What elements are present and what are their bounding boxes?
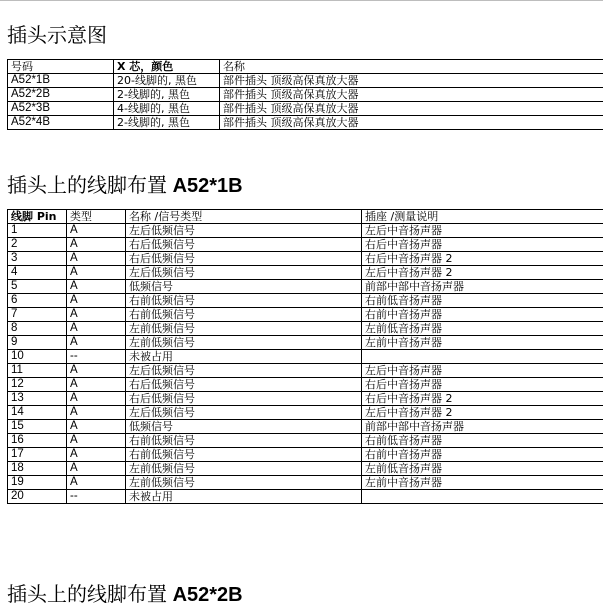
table-cell: 8 <box>8 322 67 336</box>
table-cell: 左后低频信号 <box>126 224 362 238</box>
table-cell: A52*2B <box>8 88 114 102</box>
table-cell: 5 <box>8 280 67 294</box>
table-cell: 右后低频信号 <box>126 252 362 266</box>
table-row <box>8 476 603 490</box>
column-header: 类型 <box>67 210 126 224</box>
table-cell: 17 <box>8 448 67 462</box>
table-cell: 2-线脚的, 黑色 <box>114 116 220 130</box>
table-cell: 12 <box>8 378 67 392</box>
table-cell: 左后中音扬声器 2 <box>362 266 603 280</box>
table-row <box>8 364 603 378</box>
table-row <box>8 448 603 462</box>
column-header: X 芯，颜色 <box>114 60 220 74</box>
table-cell: 4 <box>8 266 67 280</box>
table-cell: A52*4B <box>8 116 114 130</box>
table-cell: A <box>67 280 126 294</box>
table-row <box>8 322 603 336</box>
table-cell: A <box>67 294 126 308</box>
table-cell: A <box>67 266 126 280</box>
table-row <box>8 74 603 88</box>
table-row <box>8 378 603 392</box>
table-cell: 13 <box>8 392 67 406</box>
table-cell: A <box>67 224 126 238</box>
table-cell: A <box>67 364 126 378</box>
table-cell: 左前低频信号 <box>126 462 362 476</box>
table-cell: 10 <box>8 350 67 364</box>
connector-overview-table <box>7 59 603 130</box>
table-cell: A <box>67 462 126 476</box>
table-header-row <box>8 210 603 224</box>
table-cell <box>362 490 603 504</box>
table-cell: 前部中部中音扬声器 <box>362 420 603 434</box>
table-row <box>8 224 603 238</box>
table-cell: 低频信号 <box>126 280 362 294</box>
table-cell: 左前低频信号 <box>126 336 362 350</box>
table-cell: A <box>67 476 126 490</box>
top-divider <box>0 0 603 1</box>
table-cell: A <box>67 252 126 266</box>
table-cell: 右后低频信号 <box>126 378 362 392</box>
table-cell: 左前中音扬声器 <box>362 336 603 350</box>
table-cell: A <box>67 392 126 406</box>
table-cell: 左后中音扬声器 <box>362 224 603 238</box>
table-cell: A52*1B <box>8 74 114 88</box>
table-cell: 20-线脚的, 黑色 <box>114 74 220 88</box>
table-cell: 左后低频信号 <box>126 406 362 420</box>
table-cell: 前部中部中音扬声器 <box>362 280 603 294</box>
table-row <box>8 490 603 504</box>
table-row <box>8 252 603 266</box>
table-row <box>8 434 603 448</box>
table-cell: 15 <box>8 420 67 434</box>
pin-layout-table-a52-1b <box>7 209 603 504</box>
table-row <box>8 392 603 406</box>
column-header: 号码 <box>8 60 114 74</box>
table-row <box>8 238 603 252</box>
column-header: 线脚 Pin <box>8 210 67 224</box>
table-cell: 7 <box>8 308 67 322</box>
table-cell: 右前中音扬声器 <box>362 448 603 462</box>
table-cell: 左前低音扬声器 <box>362 322 603 336</box>
table-cell: 左后中音扬声器 2 <box>362 406 603 420</box>
table-cell: 20 <box>8 490 67 504</box>
table-cell: 右前低频信号 <box>126 294 362 308</box>
table-cell: 4-线脚的, 黑色 <box>114 102 220 116</box>
table-row <box>8 462 603 476</box>
table-cell: A <box>67 336 126 350</box>
section-title-pin-layout-a52-1b: 插头上的线脚布置 A52*1B <box>7 174 243 198</box>
table-cell: 左后低频信号 <box>126 364 362 378</box>
table-cell: 未被占用 <box>126 350 362 364</box>
table-cell: 低频信号 <box>126 420 362 434</box>
table-row <box>8 280 603 294</box>
table-row <box>8 420 603 434</box>
table-cell: 右后中音扬声器 <box>362 378 603 392</box>
table-cell: 3 <box>8 252 67 266</box>
table-cell: 部件插头 顶级高保真放大器 <box>220 116 603 130</box>
table-cell: 6 <box>8 294 67 308</box>
section-title-connector-overview: 插头示意图 <box>7 24 107 48</box>
table-cell: 部件插头 顶级高保真放大器 <box>220 102 603 116</box>
table-cell: A <box>67 308 126 322</box>
table-row <box>8 350 603 364</box>
table-cell: A <box>67 238 126 252</box>
table-cell: 左前低音扬声器 <box>362 462 603 476</box>
table-cell: A <box>67 448 126 462</box>
table-row <box>8 294 603 308</box>
table-row <box>8 116 603 130</box>
column-header: 插座 /测量说明 <box>362 210 603 224</box>
table-cell: 未被占用 <box>126 490 362 504</box>
table-cell: -- <box>67 490 126 504</box>
table-cell: 11 <box>8 364 67 378</box>
table-cell: 左前低频信号 <box>126 322 362 336</box>
table-cell: 1 <box>8 224 67 238</box>
table-cell: A <box>67 406 126 420</box>
table-cell <box>362 350 603 364</box>
table-cell: A <box>67 378 126 392</box>
table-cell: 右前低音扬声器 <box>362 294 603 308</box>
table-cell: 右前中音扬声器 <box>362 308 603 322</box>
table-cell: 右后中音扬声器 2 <box>362 252 603 266</box>
table-cell: A52*3B <box>8 102 114 116</box>
table-header-row <box>8 60 603 74</box>
table-cell: 16 <box>8 434 67 448</box>
table-row <box>8 406 603 420</box>
table-cell: 右前低频信号 <box>126 434 362 448</box>
table-cell: -- <box>67 350 126 364</box>
table-row <box>8 266 603 280</box>
table-cell: 右后低频信号 <box>126 238 362 252</box>
table-row <box>8 308 603 322</box>
table-row <box>8 336 603 350</box>
table-cell: 右后低频信号 <box>126 392 362 406</box>
column-header: 名称 /信号类型 <box>126 210 362 224</box>
table-cell: A <box>67 322 126 336</box>
table-cell: 右前低音扬声器 <box>362 434 603 448</box>
table-cell: 左前低频信号 <box>126 476 362 490</box>
table-cell: A <box>67 434 126 448</box>
table-cell: 14 <box>8 406 67 420</box>
table-cell: A <box>67 420 126 434</box>
table-cell: 右前低频信号 <box>126 308 362 322</box>
table-cell: 部件插头 顶级高保真放大器 <box>220 74 603 88</box>
table-cell: 左前中音扬声器 <box>362 476 603 490</box>
table-row <box>8 88 603 102</box>
table-cell: 右前低频信号 <box>126 448 362 462</box>
table-cell: 左后中音扬声器 <box>362 364 603 378</box>
section-title-pin-layout-a52-2b: 插头上的线脚布置 A52*2B <box>7 583 243 607</box>
table-cell: 2-线脚的, 黑色 <box>114 88 220 102</box>
column-header: 名称 <box>220 60 603 74</box>
table-cell: 19 <box>8 476 67 490</box>
table-cell: 右后中音扬声器 <box>362 238 603 252</box>
table-row <box>8 102 603 116</box>
table-cell: 18 <box>8 462 67 476</box>
table-cell: 右后中音扬声器 2 <box>362 392 603 406</box>
table-cell: 部件插头 顶级高保真放大器 <box>220 88 603 102</box>
table-cell: 2 <box>8 238 67 252</box>
table-cell: 9 <box>8 336 67 350</box>
table-cell: 左后低频信号 <box>126 266 362 280</box>
